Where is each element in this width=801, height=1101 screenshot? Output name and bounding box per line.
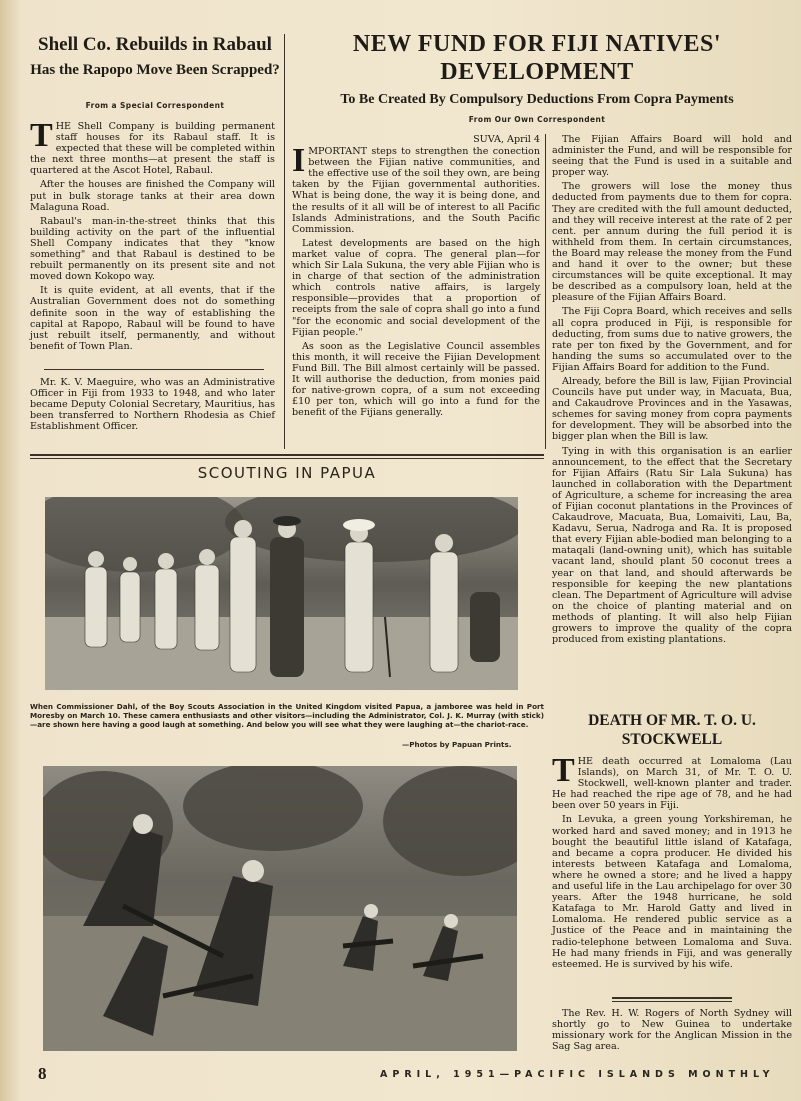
- death-dropcap: T: [552, 752, 575, 789]
- fiji-para: The Fijian Affairs Board will hold and administer the Fund, and will be responsible for seeing that the Fund is used in a suitable and proper way.: [552, 134, 792, 179]
- shell-headline: Shell Co. Rebuilds in Rabaul: [38, 34, 272, 55]
- fiji-para: Tying in with this organisation is an earlier announcement, to the effect that the Secretary for Fijian Affairs (Ratu Sir Lala Sukuna) has launched in collaboration with the Department of Agriculture, a scheme for increasing the area of Fijian coconut plantations in the Provinces of Cakaudrove, Macuata, Bua, Lomaiviti, Lau, Ba, Kadavu, Serua, Nadroga and Ra. It is proposed that every Fijian able-bodied man belonging to a mataqali (land-owning unit), which has suitable vacant land, should plant 50 coconut trees a year on that land, and should afterwards be responsible for keeping the new plantations clean. The Department of Agriculture will advise on the choice of planting material and on methods of planting. It will also help Fijian growers to improve the quality of the copra produced from existing plantations.: [552, 445, 792, 646]
- divider: [44, 369, 264, 370]
- death-headline-2: STOCKWELL: [621, 731, 723, 748]
- shell-article: [30, 117, 275, 355]
- fiji-para: Latest developments are based on the high market value of copra. The general plan—for which Sir Lala Sukuna, the very able Fijian who is in charge of that section of the administration which controls native affairs, is largely responsible—provides that a proportion of receipts from the sale of copra shall go into a fund "for the economic and social development of the Fijian people.": [292, 237, 540, 338]
- column-rule: [545, 134, 546, 449]
- fiji-para: Already, before the Bill is law, Fijian Provincial Councils have put under way, in Macuata, Bua, and Cakaudrove Provinces and in the Yasawas, schemes for saving money from copra payments for development. They will be absorbed into the bigger plan when the Bill is law.: [552, 375, 792, 443]
- shell-subhead: Has the Rapopo Move Been Scrapped?: [30, 62, 280, 78]
- shell-para: It is quite evident, at all events, that if the Australian Government does not do something definite soon in the way of establishing the capital at Rapopo, Rabaul will be found to have just rebuilt itself, permanently, and without benefit of Town Plan.: [30, 285, 275, 352]
- shell-para: After the houses are finished the Company will put in bulk storage tanks at their area down Malaguna Road.: [30, 179, 275, 213]
- scouting-caption: When Commissioner Dahl, of the Boy Scouts Association in the United Kingdom visited Papua, a jamboree was held in Port Moresby on March 10. These camera enthusiasts and other visitors—including the Administrator, Col. J. K. Murray (with stick)—are shown here having a good laugh at something. And below you will see what they were laughing at—the chariot-race.: [30, 702, 544, 730]
- scouting-photo-top: [45, 497, 518, 690]
- rogers-note: [552, 1008, 792, 1055]
- column-rule: [284, 34, 285, 449]
- running-footer: APRIL, 1951—PACIFIC ISLANDS MONTHLY: [380, 1069, 775, 1080]
- rogers-text: The Rev. H. W. Rogers of North Sydney will shortly go to New Guinea to undertake missionary work for the Anglican Mission in the Sag Sag area.: [552, 1008, 792, 1053]
- photo-credit: —Photos by Papuan Prints.: [402, 740, 512, 749]
- shell-dropcap: T: [30, 117, 53, 154]
- fiji-dropcap: I: [292, 142, 306, 180]
- death-para: HE death occurred at Lomaloma (Lau Islands), on March 31, of Mr. T. O. U. Stockwell, well-known planter and trader. He had reached the ripe age of 78, and he had been over 50 years in Fiji.: [552, 756, 792, 812]
- fiji-byline: From Our Own Correspondent: [468, 115, 606, 124]
- divider: [612, 997, 732, 1002]
- death-article: [552, 752, 792, 973]
- photo-chariot-race-image: [43, 766, 517, 1051]
- shell-byline: From a Special Correspondent: [85, 101, 225, 110]
- fiji-subhead: To Be Created By Compulsory Deductions From Copra Payments: [340, 92, 734, 107]
- fiji-para: MPORTANT steps to strengthen the conection between the Fijian native communities, and the effective use of the soil they own, are being taken by the Fijian governmental authorities. What is being done, the way it is being done, and the results of it all will be of interest to all Pacific Islands Administrations, and the South Pacific Commission.: [292, 146, 540, 235]
- death-para: In Levuka, a green young Yorkshireman, he worked hard and saved money; and in 1913 he bought the beautiful little island of Katafaga, and became a copra producer. He divided his interests between Katafaga and Lomaloma, where he owned a store; and he lived a happy and useful life in the Lau archipelago for over 30 years. After the 1948 hurricane, he sold Katafaga to Mr. Harold Gatty and lived in Lomaloma. He rendered public service as a Justice of the Peace and in maintaining the radio-telephone between Lomaloma and Suva. He had many friends in Fiji, and was generally esteemed. He is survived by his wife.: [552, 814, 792, 970]
- photo-visitors-image: [45, 497, 518, 690]
- shell-para: HE Shell Company is building permanent staff houses for its Rabaul staff. It is expected that these will be completed within the next three months—at present the staff is quartered at the Ascot Hotel, Rabaul.: [30, 121, 275, 177]
- page-number: 8: [38, 1064, 47, 1083]
- scouting-title: SCOUTING IN PAPUA: [197, 464, 377, 482]
- scouting-photo-bottom: [43, 766, 517, 1051]
- shell-para: Rabaul's man-in-the-street thinks that this building activity on the part of the influential Shell Company indicates that they "know something" and that Rabaul is destined to be rebuilt permanently on its present site and not moved down Kokopo way.: [30, 215, 275, 283]
- fiji-headline: NEW FUND FOR FIJI NATIVES': [352, 31, 722, 57]
- fiji-col1: [292, 134, 540, 421]
- fiji-col2: [552, 134, 792, 648]
- section-rule: [30, 454, 544, 459]
- maeguire-text: Mr. K. V. Maeguire, who was an Administrative Officer in Fiji from 1933 to 1948, and who later became Deputy Colonial Secretary, Mauritius, has been transferred to Northern Rhodesia as Chief Establishment Officer.: [30, 377, 275, 433]
- fiji-para: The growers will lose the money thus deducted from payments due to them for copra. They are credited with the full amount deducted, and they will receive interest at the rate of 2 per cent. per annum during the full period it is withheld from them. In certain circumstances, the Board may release the money from the Fund and hand it over to the owner; but these circumstances will be quite exceptional. It may be described as a compulsory loan, held at the pleasure of the Fijian Affairs Board.: [552, 181, 792, 304]
- fiji-para: The Fiji Copra Board, which receives and sells all copra produced in Fiji, is responsible for deducting, from sums due to native growers, the rate per ton fixed by the Government, and for handing the sums so accumulated over to the Fijian Affairs Board for addition to the Fund.: [552, 306, 792, 373]
- fiji-headline-2: DEVELOPMENT: [440, 59, 634, 85]
- maeguire-note: [30, 377, 275, 435]
- death-headline: DEATH OF MR. T. O. U.: [588, 712, 756, 729]
- fiji-dateline: SUVA, April 4: [473, 134, 540, 145]
- fiji-para: As soon as the Legislative Council assembles this month, it will receive the Fijian Development Fund Bill. The Bill almost certainly will be passed. It will authorise the deduction, from monies paid for native-grown copra, of a sum not exceeding £10 per ton, which will go into a fund for the benefit of the Fijians generally.: [292, 340, 540, 419]
